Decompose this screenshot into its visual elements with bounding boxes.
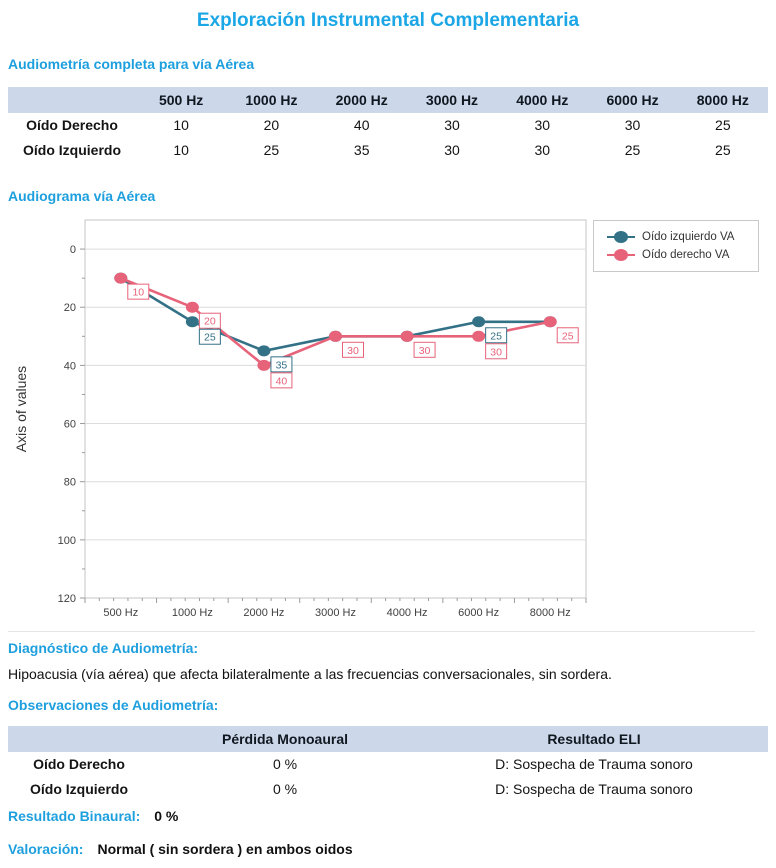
obs-table-row-label: Oído Derecho — [33, 756, 125, 772]
data-point-derecho — [257, 360, 270, 371]
data-point-derecho — [329, 331, 342, 342]
binaural-value: 0 % — [154, 808, 179, 824]
air-table-col-header: 3000 Hz — [407, 87, 497, 113]
point-label-text: 25 — [204, 331, 216, 344]
data-point-derecho — [544, 316, 557, 327]
point-label-text: 10 — [132, 286, 145, 299]
data-point-izquierdo — [186, 316, 199, 327]
air-table-cell: 25 — [624, 142, 641, 158]
air-table-col-header: 500 Hz — [136, 87, 226, 113]
svg-text:6000 Hz: 6000 Hz — [458, 607, 500, 619]
air-table-col-header: 8000 Hz — [678, 87, 768, 113]
point-label-text: 20 — [204, 315, 216, 328]
obs-table-cell: 0 % — [272, 781, 298, 797]
obs-table-cell: D: Sospecha de Trauma sonoro — [495, 756, 693, 772]
obs-table-col-header: Pérdida Monoaural — [150, 726, 420, 752]
point-label-text: 30 — [347, 344, 359, 357]
svg-text:60: 60 — [63, 418, 76, 431]
legend-marker-derecho-icon — [606, 248, 636, 262]
data-point-izquierdo — [472, 316, 485, 327]
svg-text:8000 Hz: 8000 Hz — [529, 607, 571, 619]
obs-table-row-label: Oído Izquierdo — [30, 781, 128, 797]
air-table-cell: 25 — [715, 142, 731, 158]
audiogram-svg — [8, 212, 593, 630]
air-audiometry-table — [8, 87, 768, 163]
svg-text:1000 Hz: 1000 Hz — [171, 607, 213, 619]
diagnosis-text: Hipoacusia (vía aérea) que afecta bilateralmente a las frecuencias conversacionales, sin sordera. — [8, 666, 612, 682]
svg-text:40: 40 — [63, 360, 76, 373]
svg-text:4000 Hz: 4000 Hz — [386, 607, 428, 619]
obs-table-corner-cell — [8, 726, 150, 752]
point-label-text: 35 — [275, 359, 288, 372]
air-table-cell: 30 — [624, 117, 641, 133]
air-table-cell: 30 — [534, 117, 551, 133]
plot-area — [85, 220, 586, 598]
data-point-derecho — [114, 273, 127, 284]
air-table-cell: 10 — [173, 117, 189, 133]
point-label-text: 25 — [561, 330, 574, 343]
point-label-text: 30 — [490, 346, 502, 359]
point-label-text: 25 — [490, 330, 502, 343]
valoracion-line — [8, 841, 353, 857]
page-title: Exploración Instrumental Complementaria — [196, 10, 580, 31]
air-table-col-header: 4000 Hz — [497, 87, 587, 113]
data-point-derecho — [472, 331, 485, 342]
air-table-cell: 20 — [263, 117, 280, 133]
data-point-izquierdo — [257, 345, 270, 356]
svg-text:120: 120 — [57, 593, 76, 605]
observations-table — [8, 726, 768, 802]
air-table-corner-cell — [8, 87, 136, 113]
obs-table-col-header: Resultado ELI — [420, 726, 768, 752]
air-table-cell: 35 — [353, 142, 370, 158]
legend-item-izquierdo — [606, 230, 758, 244]
svg-text:2000 Hz: 2000 Hz — [243, 607, 285, 619]
air-table-col-header: 2000 Hz — [317, 87, 407, 113]
air-table-cell: 30 — [444, 142, 460, 158]
svg-text:0: 0 — [69, 244, 76, 257]
legend-item-derecho — [606, 248, 758, 262]
data-point-derecho — [401, 331, 414, 342]
chart-legend — [593, 220, 759, 272]
valoracion-value: Normal ( sin sordera ) en ambos oidos — [97, 841, 353, 857]
air-table-row-label: Oído Izquierdo — [23, 142, 121, 158]
legend-label-derecho: Oído derecho VA — [642, 249, 730, 261]
section-heading-air-table: Audiometría completa para vía Aérea — [8, 56, 255, 72]
air-table-cell: 10 — [173, 142, 189, 158]
obs-table-cell: 0 % — [272, 756, 298, 772]
legend-label-izquierdo: Oído izquierdo VA — [642, 231, 735, 243]
air-table-cell: 30 — [534, 142, 551, 158]
svg-text:20: 20 — [63, 302, 76, 315]
svg-text:80: 80 — [63, 476, 76, 489]
air-table-col-header: 1000 Hz — [226, 87, 316, 113]
valoracion-label: Valoración: — [8, 841, 84, 857]
data-point-derecho — [186, 302, 199, 313]
y-axis-title: Axis of values — [13, 365, 29, 453]
legend-marker-izquierdo-icon — [606, 230, 636, 244]
audiogram-chart-panel — [8, 212, 755, 632]
section-heading-diagnosis: Diagnóstico de Audiometría: — [8, 640, 199, 656]
obs-table-cell: D: Sospecha de Trauma sonoro — [495, 781, 693, 797]
air-table-cell: 30 — [444, 117, 460, 133]
point-label-text: 30 — [418, 344, 431, 357]
point-label-text: 40 — [275, 375, 288, 388]
air-table-row-label: Oído Derecho — [26, 117, 118, 133]
air-table-cell: 25 — [715, 117, 731, 133]
air-table-col-header: 6000 Hz — [587, 87, 677, 113]
section-heading-audiogram: Audiograma vía Aérea — [8, 188, 156, 204]
section-heading-observations: Observaciones de Audiometría: — [8, 697, 219, 713]
air-table-cell: 40 — [353, 117, 370, 133]
binaural-result-line — [8, 808, 178, 824]
svg-text:3000 Hz: 3000 Hz — [315, 607, 356, 619]
svg-text:100: 100 — [57, 534, 76, 547]
binaural-label: Resultado Binaural: — [8, 808, 141, 824]
air-table-cell: 25 — [263, 142, 280, 158]
svg-text:500 Hz: 500 Hz — [103, 607, 139, 619]
